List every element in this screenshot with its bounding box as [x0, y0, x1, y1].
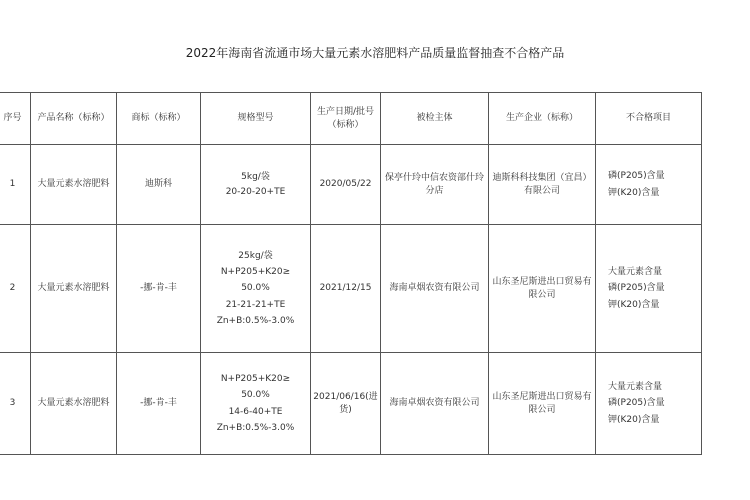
cell-inspected-entity: 海南卓烟农资有限公司 [381, 225, 489, 353]
cell-product-name: 大量元素水溶肥料 [31, 353, 117, 455]
table-row [0, 145, 702, 225]
cell-production-date: 2020/05/22 [311, 145, 381, 225]
header-trademark: 商标（标称） [117, 93, 201, 145]
table-row [0, 225, 702, 353]
header-index: 序号 [0, 93, 31, 145]
spec-line: N+P205+K20≥ [220, 267, 291, 278]
spec-line: 20-20-20+TE [225, 187, 286, 197]
cell-spec [201, 225, 311, 353]
cell-index: 2 [0, 225, 31, 353]
nonconforming-item: 钾(K20)含量 [608, 187, 660, 198]
document-title: 2022年海南省流通市场大量元素水溶肥料产品质量监督抽查不合格产品 [185, 46, 565, 60]
cell-spec [201, 353, 311, 455]
nonconforming-item: 磷(P205)含量 [608, 398, 665, 409]
cell-production-date: 2021/06/16(进货) [311, 353, 381, 455]
spec-line: 25kg/袋 [238, 251, 273, 262]
cell-trademark: -挪-肯-丰 [117, 353, 201, 455]
cell-product-name: 大量元素水溶肥料 [31, 145, 117, 225]
cell-production-date: 2021/12/15 [311, 225, 381, 353]
table-header-row [0, 93, 702, 145]
header-manufacturer: 生产企业（标称） [489, 93, 596, 145]
nonconforming-products-table [0, 92, 702, 455]
cell-trademark: -挪-肯-丰 [117, 225, 201, 353]
cell-manufacturer: 迪斯科科技集团（宜昌）有限公司 [489, 145, 596, 225]
spec-line: 50.0% [241, 390, 270, 401]
spec-line: 5kg/袋 [241, 171, 270, 182]
header-production-date: 生产日期/批号（标称） [311, 93, 381, 145]
nonconforming-item: 大量元素含量 [608, 382, 663, 393]
spec-line: N+P205+K20≥ [220, 374, 291, 385]
cell-index: 1 [0, 145, 31, 225]
cell-manufacturer: 山东圣尼斯进出口贸易有限公司 [489, 225, 596, 353]
cell-inspected-entity: 海南卓烟农资有限公司 [381, 353, 489, 455]
header-spec: 规格型号 [201, 93, 311, 145]
nonconforming-item: 钾(K20)含量 [608, 414, 660, 425]
cell-spec [201, 145, 311, 225]
cell-trademark: 迪斯科 [117, 145, 201, 225]
nonconforming-item: 钾(K20)含量 [608, 299, 660, 310]
cell-nonconforming-items [596, 353, 702, 455]
nonconforming-item: 大量元素含量 [608, 267, 663, 278]
spec-line: Zn+B:0.5%-3.0% [216, 422, 295, 433]
cell-product-name: 大量元素水溶肥料 [31, 225, 117, 353]
spec-line: 21-21-21+TE [225, 299, 286, 310]
spec-line: 14-6-40+TE [228, 406, 283, 417]
cell-nonconforming-items [596, 225, 702, 353]
cell-inspected-entity: 保亭什玲中信农资部什玲分店 [381, 145, 489, 225]
spec-line: 50.0% [241, 283, 270, 294]
header-inspected-entity: 被检主体 [381, 93, 489, 145]
spec-line: Zn+B:0.5%-3.0% [216, 315, 295, 326]
table-row [0, 353, 702, 455]
cell-manufacturer: 山东圣尼斯进出口贸易有限公司 [489, 353, 596, 455]
header-nonconforming-items: 不合格项目 [596, 93, 702, 145]
cell-nonconforming-items [596, 145, 702, 225]
cell-index: 3 [0, 353, 31, 455]
nonconforming-item: 磷(P205)含量 [608, 171, 665, 182]
nonconforming-item: 磷(P205)含量 [608, 283, 665, 294]
header-product-name: 产品名称（标称） [31, 93, 117, 145]
